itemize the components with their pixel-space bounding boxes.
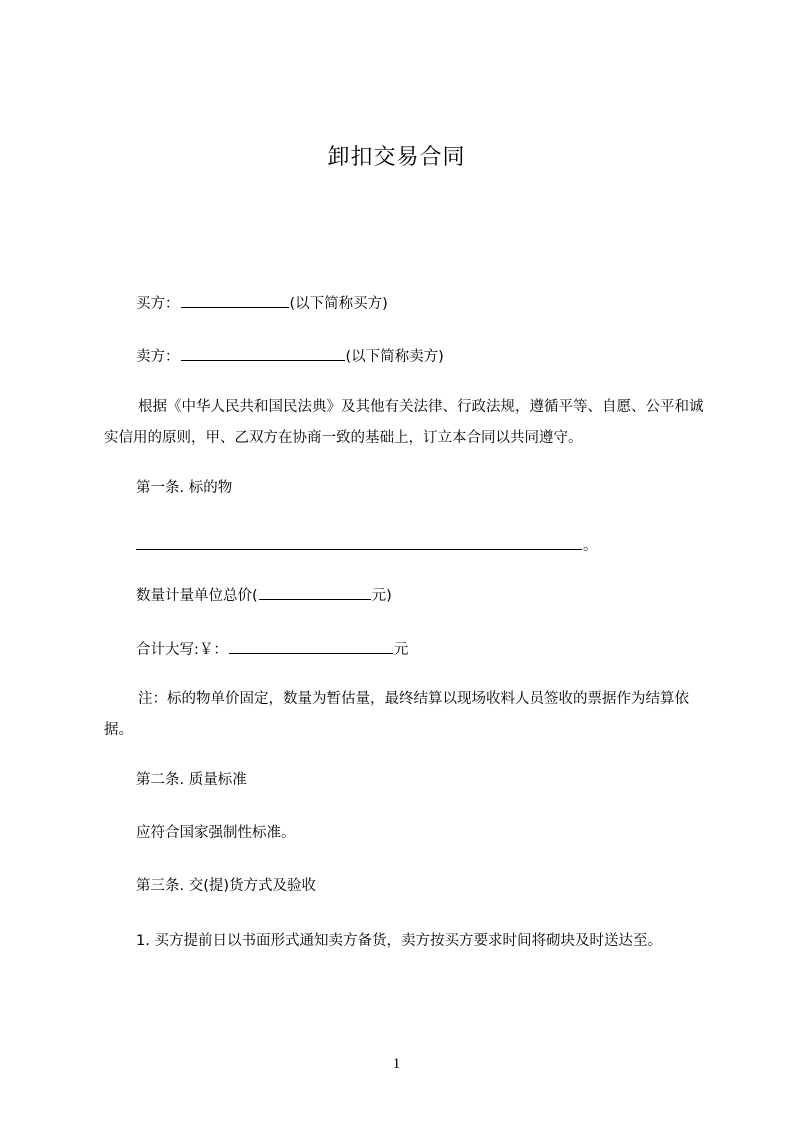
article1-heading: 第一条. 标的物 <box>136 480 233 496</box>
buyer-name-blank <box>181 292 289 308</box>
seller-label: 卖方： <box>136 349 180 365</box>
article2-body: 应符合国家强制性标准。 <box>136 825 296 841</box>
intro-paragraph <box>104 392 704 454</box>
buyer-line <box>136 292 388 314</box>
quantity-prefix: 数量计量单位总价( <box>136 588 258 604</box>
article2-heading: 第二条. 质量标准 <box>136 772 247 788</box>
intro-text: 根据《中华人民共和国民法典》及其他有关法律、行政法规，遵循平等、自愿、公平和诚实信用的原则，甲、乙双方在协商一致的基础上，订立本合同以共同遵守。 <box>104 399 704 446</box>
quantity-total-blank <box>259 584 371 600</box>
total-suffix: 元 <box>393 642 409 658</box>
page-title: 卸扣交易合同 <box>327 145 466 170</box>
note-paragraph <box>104 684 704 746</box>
total-amount-line <box>136 638 408 660</box>
total-amount-blank <box>229 638 393 654</box>
buyer-suffix: (以下简称买方) <box>289 296 388 312</box>
total-prefix: 合计大写:￥： <box>136 642 228 658</box>
subject-line <box>136 534 598 556</box>
article3-item1: 1. 买方提前日以书面形式通知卖方备货，卖方按买方要求时间将砌块及时送达至。 <box>136 933 662 949</box>
quantity-line <box>136 584 392 606</box>
buyer-label: 买方： <box>136 296 180 312</box>
page-number: 1 <box>392 1056 401 1072</box>
subject-end-mark: 。 <box>583 538 598 554</box>
note-text: 注：标的物单价固定，数量为暂估量，最终结算以现场收料人员签收的票据作为结算依据。 <box>104 691 689 738</box>
article3-heading: 第三条. 交(提)货方式及验收 <box>136 878 317 894</box>
seller-line <box>136 345 444 367</box>
seller-name-blank <box>181 345 345 361</box>
subject-blank <box>136 534 582 550</box>
quantity-suffix: 元) <box>371 588 392 604</box>
seller-suffix: (以下简称卖方) <box>345 349 444 365</box>
